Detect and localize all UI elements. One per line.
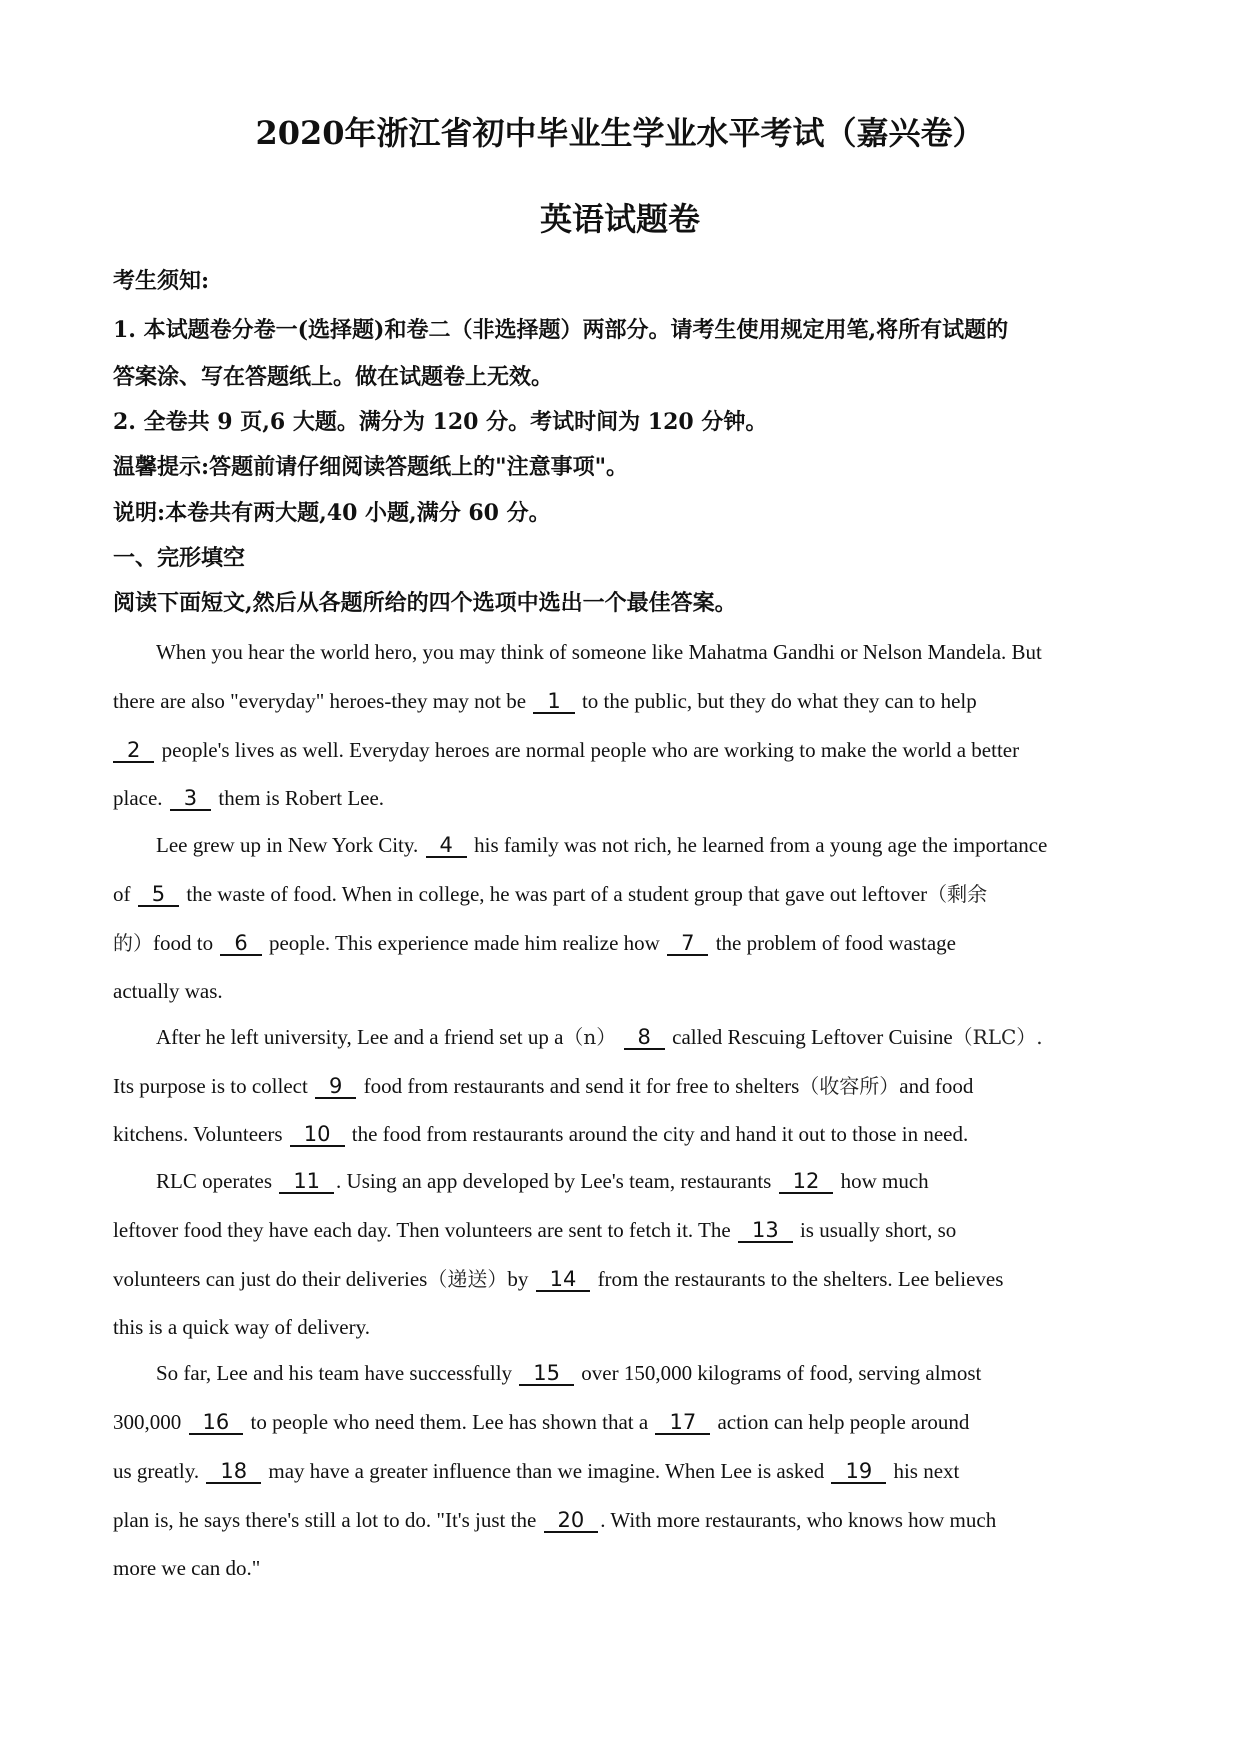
passage-text: more we can do." — [113, 1556, 261, 1580]
answer-blank[interactable]: 19 — [831, 1460, 886, 1484]
answer-blank[interactable]: 13 — [738, 1219, 793, 1243]
passage-line — [156, 1022, 1176, 1052]
answer-blank[interactable]: 4 — [426, 834, 467, 858]
notice-line-1a: 1. 本试题卷分卷一(选择题)和卷二（非选择题）两部分。请考生使用规定用笔,将所有试题的 — [113, 317, 1009, 343]
passage-text: . With more restaurants, who knows how much — [600, 1508, 997, 1532]
passage-text: of — [113, 882, 131, 906]
chinese-gloss: （收容所） — [799, 1074, 900, 1098]
answer-blank[interactable]: 11 — [279, 1170, 334, 1194]
answer-blank[interactable]: 7 — [667, 932, 708, 956]
answer-blank[interactable]: 3 — [170, 787, 211, 811]
answer-blank[interactable]: 16 — [189, 1411, 244, 1435]
passage-text: Lee grew up in New York City. — [156, 833, 419, 857]
passage-text: there are also "everyday" heroes-they may not be — [113, 689, 527, 713]
passage-text: 300,000 — [113, 1410, 182, 1434]
answer-blank[interactable]: 15 — [519, 1362, 574, 1386]
passage-line — [113, 1119, 1133, 1149]
passage-line — [113, 1215, 1133, 1245]
passage-text: the food from restaurants around the city and hand it out to those in need. — [351, 1122, 969, 1146]
chinese-gloss: （n） — [563, 1025, 617, 1049]
passage-line — [113, 735, 1133, 765]
passage-text: . Using an app developed by Lee's team, restaurants — [336, 1169, 772, 1193]
answer-blank[interactable]: 6 — [220, 932, 261, 956]
section-heading: 一、完形填空 — [113, 545, 246, 571]
passage-line — [113, 928, 1133, 958]
answer-blank[interactable]: 2 — [113, 739, 154, 763]
passage-text: how much — [840, 1169, 929, 1193]
passage-text: people's lives as well. Everyday heroes are normal people who are working to make the world a better — [161, 738, 1020, 762]
passage-line — [156, 1358, 1176, 1388]
passage-line — [113, 976, 1133, 1006]
notice-heading: 考生须知: — [113, 268, 210, 294]
passage-text: leftover food they have each day. Then volunteers are sent to fetch it. The — [113, 1218, 731, 1242]
passage-line — [156, 1166, 1176, 1196]
passage-text: food to — [153, 931, 214, 955]
passage-line — [113, 1071, 1133, 1101]
passage-text: from the restaurants to the shelters. Lee believes — [597, 1267, 1004, 1291]
passage-text: may have a greater influence than we imagine. When Lee is asked — [268, 1459, 825, 1483]
section-instruction: 阅读下面短文,然后从各题所给的四个选项中选出一个最佳答案。 — [113, 590, 737, 616]
passage-text: this is a quick way of delivery. — [113, 1315, 370, 1339]
passage-text: his family was not rich, he learned from a young age the importance — [474, 833, 1048, 857]
passage-text: So far, Lee and his team have successfully — [156, 1361, 513, 1385]
passage-text: over 150,000 kilograms of food, serving almost — [581, 1361, 982, 1385]
passage-line — [113, 1456, 1133, 1486]
passage-text: called Rescuing Leftover Cuisine — [672, 1025, 953, 1049]
page-subtitle: 英语试题卷 — [539, 200, 700, 238]
answer-blank[interactable]: 8 — [624, 1026, 665, 1050]
chinese-gloss: 的） — [113, 931, 153, 955]
answer-blank[interactable]: 9 — [315, 1075, 356, 1099]
passage-text: After he left university, Lee and a friend set up a — [156, 1025, 564, 1049]
passage-text: volunteers can just do their deliveries — [113, 1267, 428, 1291]
passage-text: kitchens. Volunteers — [113, 1122, 283, 1146]
passage-text: is usually short, so — [799, 1218, 957, 1242]
notice-tip: 温馨提示:答题前请仔细阅读答题纸上的"注意事项"。 — [113, 454, 629, 480]
passage-line — [113, 1553, 1133, 1583]
answer-blank[interactable]: 1 — [533, 690, 574, 714]
answer-blank[interactable]: 14 — [536, 1268, 591, 1292]
passage-line — [156, 830, 1176, 860]
chinese-gloss: （剩余 — [927, 882, 988, 906]
passage-text: When you hear the world hero, you may think of someone like Mahatma Gandhi or Nelson Mandela. But — [156, 640, 1042, 664]
passage-line — [113, 1407, 1133, 1437]
chinese-gloss: （递送） — [427, 1267, 508, 1291]
passage-text: Its purpose is to collect — [113, 1074, 308, 1098]
answer-blank[interactable]: 20 — [544, 1509, 599, 1533]
answer-blank[interactable]: 18 — [206, 1460, 261, 1484]
notice-line-1b: 答案涂、写在答题纸上。做在试题卷上无效。 — [113, 364, 554, 390]
page-title: 2020年浙江省初中毕业生学业水平考试（嘉兴卷） — [255, 114, 985, 152]
answer-blank[interactable]: 12 — [779, 1170, 834, 1194]
passage-line — [113, 686, 1133, 716]
passage-line — [113, 1312, 1133, 1342]
passage-line — [113, 1505, 1133, 1535]
passage-line — [113, 879, 1133, 909]
passage-text: them is Robert Lee. — [218, 786, 385, 810]
passage-text: the problem of food wastage — [715, 931, 956, 955]
passage-line — [113, 783, 1133, 813]
answer-blank[interactable]: 5 — [138, 883, 179, 907]
passage-text: action can help people around — [717, 1410, 970, 1434]
passage-text: by — [507, 1267, 529, 1291]
passage-text: his next — [893, 1459, 960, 1483]
answer-blank[interactable]: 17 — [655, 1411, 710, 1435]
passage-text: RLC operates — [156, 1169, 273, 1193]
answer-blank[interactable]: 10 — [290, 1123, 345, 1147]
passage-line — [156, 637, 1176, 667]
chinese-gloss: （RLC）. — [952, 1025, 1043, 1049]
passage-text: to people who need them. Lee has shown that a — [250, 1410, 649, 1434]
passage-text: us greatly. — [113, 1459, 200, 1483]
passage-text: actually was. — [113, 979, 223, 1003]
notice-line-2: 2. 全卷共 9 页,6 大题。满分为 120 分。考试时间为 120 分钟。 — [113, 409, 768, 435]
passage-text: to the public, but they do what they can to help — [581, 689, 977, 713]
passage-text: food from restaurants and send it for free to shelters — [363, 1074, 800, 1098]
notice-explain: 说明:本卷共有两大题,40 小题,满分 60 分。 — [113, 500, 551, 526]
passage-text: and food — [899, 1074, 974, 1098]
passage-text: place. — [113, 786, 163, 810]
passage-text: plan is, he says there's still a lot to do. "It's just the — [113, 1508, 537, 1532]
passage-text: people. This experience made him realize how — [268, 931, 660, 955]
passage-text: the waste of food. When in college, he was part of a student group that gave out leftover — [186, 882, 928, 906]
passage-line — [113, 1264, 1133, 1294]
